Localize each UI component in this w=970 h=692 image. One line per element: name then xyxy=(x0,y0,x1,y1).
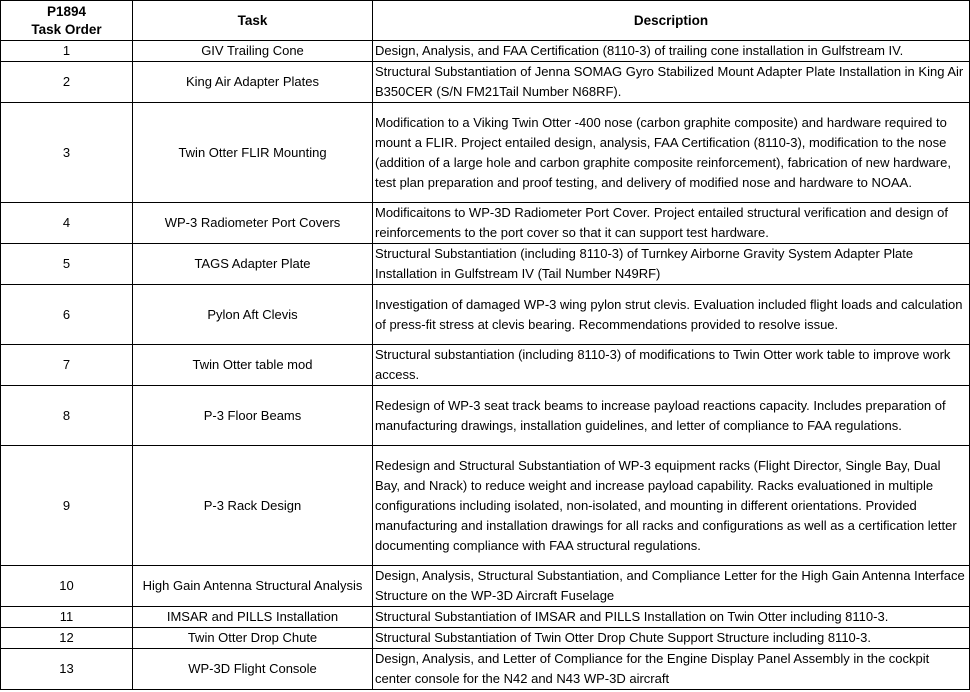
header-row xyxy=(1,1,970,41)
description-cell: Structural substantiation (including 8110-3) of modifications to Twin Otter work table to improve work access. xyxy=(373,345,970,386)
header-task: Task xyxy=(133,1,373,41)
task-cell: Twin Otter table mod xyxy=(133,345,373,386)
task-cell: High Gain Antenna Structural Analysis xyxy=(133,566,373,607)
task-order-cell: 1 xyxy=(1,41,133,62)
table-row xyxy=(1,386,970,446)
task-cell: TAGS Adapter Plate xyxy=(133,244,373,285)
table-row xyxy=(1,203,970,244)
task-cell: Twin Otter Drop Chute xyxy=(133,628,373,649)
task-order-cell: 6 xyxy=(1,285,133,345)
task-order-cell: 3 xyxy=(1,103,133,203)
task-order-cell: 9 xyxy=(1,446,133,566)
description-cell: Structural Substantiation of IMSAR and PILLS Installation on Twin Otter including 8110-3. xyxy=(373,607,970,628)
description-cell: Redesign and Structural Substantiation of WP-3 equipment racks (Flight Director, Single Bay, Dual Bay, and Nrack) to reduce weight and increase payload capability. Racks evaluationed in multiple configurations including isolated, non-isolated, and mounting in different orientations. Provided manufacturing and installation drawings for all racks and configurations as well as a certification letter documenting compliance with FAA structural regulations. xyxy=(373,446,970,566)
description-cell: Modification to a Viking Twin Otter -400 nose (carbon graphite composite) and hardware required to mount a FLIR. Project entailed design, analysis, FAA Certification (8110-3), modification to the nose (addition of a large hole and carbon graphite composite reinforcement), fabrication of new hardware, test plan preparation and proof testing, and delivery of modified nose and hardware to NOAA. xyxy=(373,103,970,203)
description-cell: Redesign of WP-3 seat track beams to increase payload reactions capacity. Includes preparation of manufacturing drawings, installation guidelines, and letter of compliance to FAA regulations. xyxy=(373,386,970,446)
description-cell: Structural Substantiation (including 8110-3) of Turnkey Airborne Gravity System Adapter Plate Installation in Gulfstream IV (Tail Number N49RF) xyxy=(373,244,970,285)
task-cell: P-3 Floor Beams xyxy=(133,386,373,446)
table-row xyxy=(1,649,970,690)
task-cell: GIV Trailing Cone xyxy=(133,41,373,62)
table-row xyxy=(1,345,970,386)
table-row xyxy=(1,41,970,62)
task-cell: P-3 Rack Design xyxy=(133,446,373,566)
task-cell: IMSAR and PILLS Installation xyxy=(133,607,373,628)
header-task-order xyxy=(1,1,133,41)
task-order-cell: 5 xyxy=(1,244,133,285)
table-row xyxy=(1,103,970,203)
task-cell: King Air Adapter Plates xyxy=(133,62,373,103)
table-row xyxy=(1,566,970,607)
task-order-cell: 10 xyxy=(1,566,133,607)
task-order-cell: 8 xyxy=(1,386,133,446)
description-cell: Structural Substantiation of Twin Otter Drop Chute Support Structure including 8110-3. xyxy=(373,628,970,649)
task-order-cell: 13 xyxy=(1,649,133,690)
description-cell: Design, Analysis, Structural Substantiation, and Compliance Letter for the High Gain Antenna Interface Structure on the WP-3D Aircraft Fuselage xyxy=(373,566,970,607)
header-description: Description xyxy=(373,1,970,41)
task-order-cell: 11 xyxy=(1,607,133,628)
task-cell: WP-3D Flight Console xyxy=(133,649,373,690)
task-order-cell: 7 xyxy=(1,345,133,386)
task-cell: Twin Otter FLIR Mounting xyxy=(133,103,373,203)
task-cell: Pylon Aft Clevis xyxy=(133,285,373,345)
table-row xyxy=(1,446,970,566)
header-task-order-line2: Task Order xyxy=(31,21,102,37)
description-cell: Structural Substantiation of Jenna SOMAG Gyro Stabilized Mount Adapter Plate Installation in King Air B350CER (S/N FM21Tail Number N68RF). xyxy=(373,62,970,103)
description-cell: Design, Analysis, and FAA Certification (8110-3) of trailing cone installation in Gulfstream IV. xyxy=(373,41,970,62)
task-order-cell: 4 xyxy=(1,203,133,244)
description-cell: Design, Analysis, and Letter of Compliance for the Engine Display Panel Assembly in the cockpit center console for the N42 and N43 WP-3D aircraft xyxy=(373,649,970,690)
task-order-cell: 12 xyxy=(1,628,133,649)
description-cell: Modificaitons to WP-3D Radiometer Port Cover. Project entailed structural verification and design of reinforcements to the port cover so that it can support test hardware. xyxy=(373,203,970,244)
task-cell: WP-3 Radiometer Port Covers xyxy=(133,203,373,244)
description-cell: Investigation of damaged WP-3 wing pylon strut clevis. Evaluation included flight loads and calculation of press-fit stress at clevis bearing. Recommendations provided to resolve issue. xyxy=(373,285,970,345)
table-row xyxy=(1,285,970,345)
table-row xyxy=(1,628,970,649)
table-row xyxy=(1,244,970,285)
header-task-order-line1: P1894 xyxy=(46,3,87,19)
table-row xyxy=(1,607,970,628)
task-order-cell: 2 xyxy=(1,62,133,103)
table-row xyxy=(1,62,970,103)
